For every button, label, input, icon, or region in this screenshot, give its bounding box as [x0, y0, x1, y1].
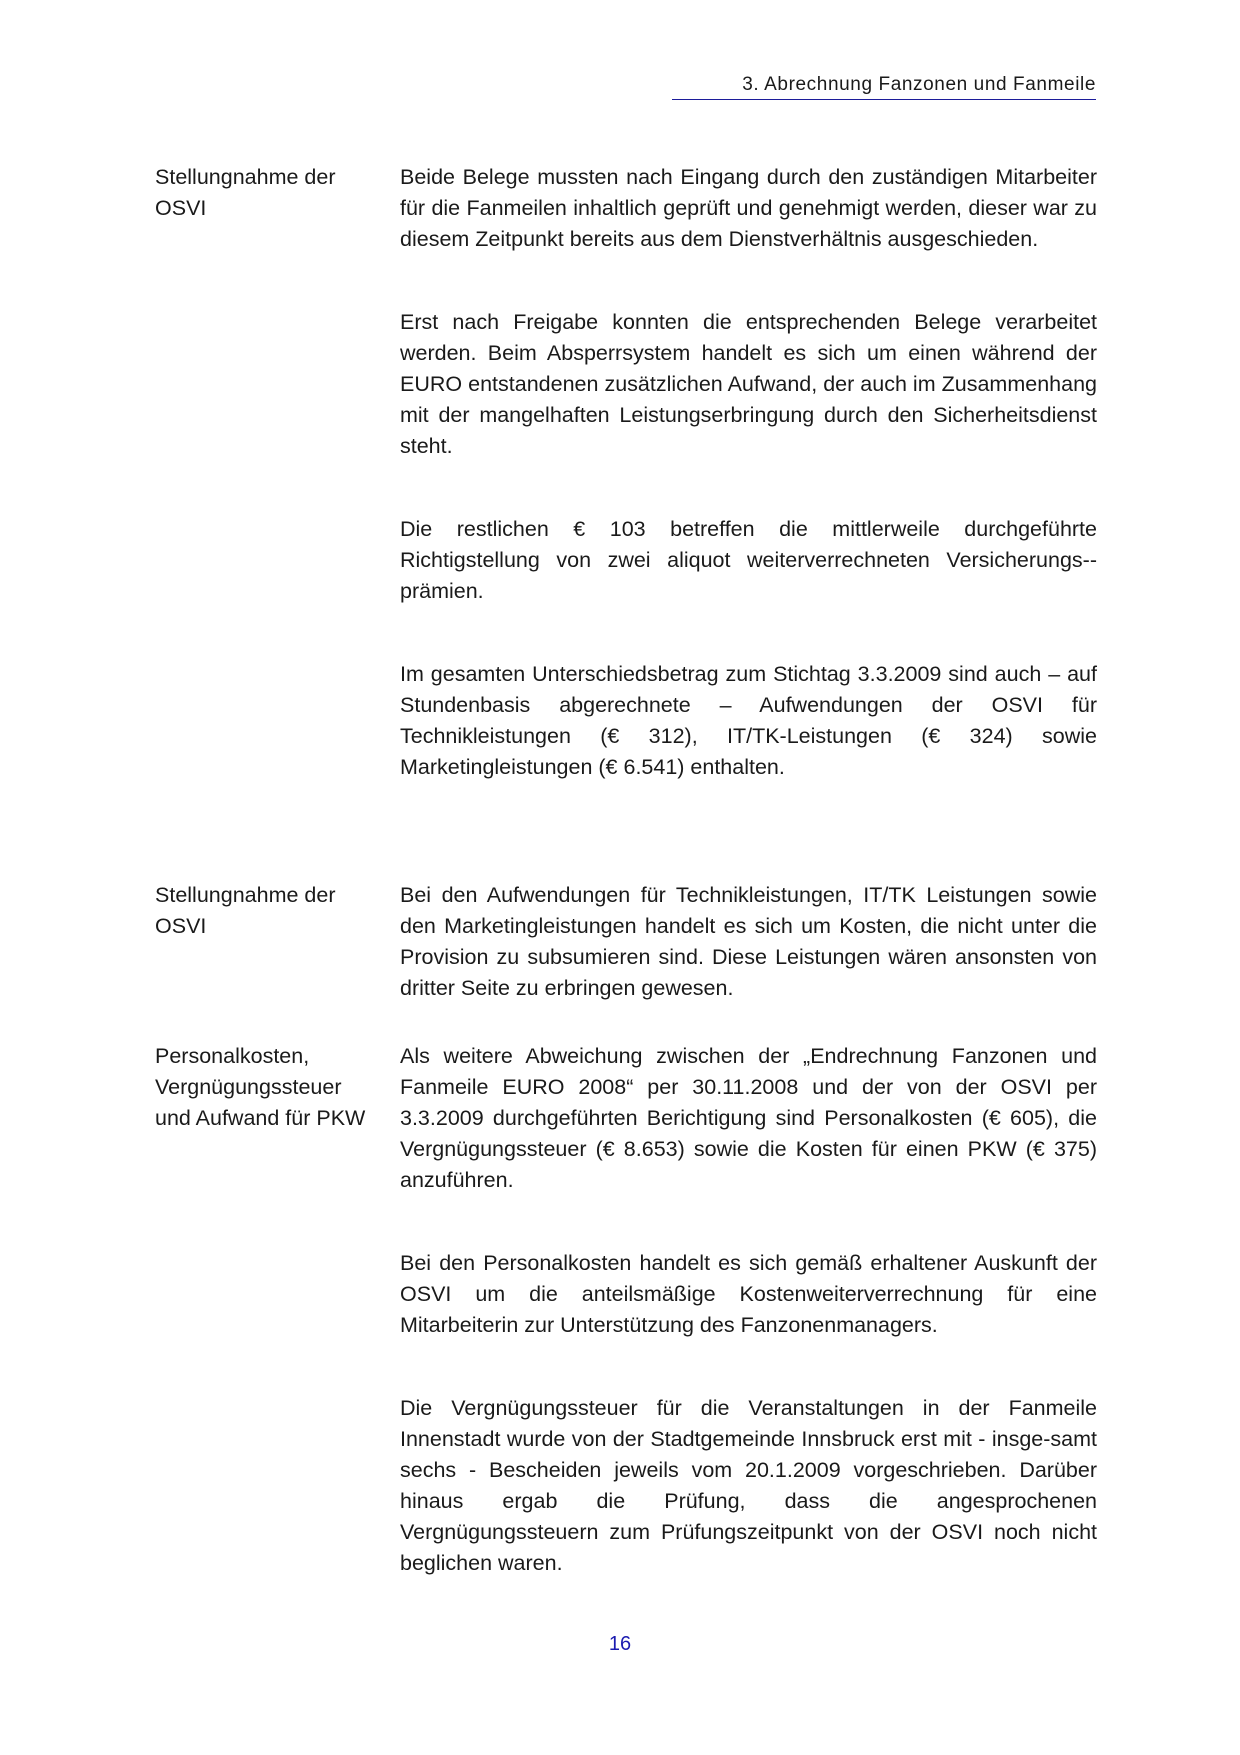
paragraph: Erst nach Freigabe konnten die entsprechenden Belege verarbeitet werden. Beim Absperrsystem handelt es sich um einen während der EURO entstandenen zusätzlichen Aufwand, der auch im Zusammenhang mit der mangelhaften Leistungserbringung durch den Sicherheitsdienst steht.	[400, 310, 1097, 458]
paragraph: Bei den Aufwendungen für Technikleistungen, IT/TK Leistungen sowie den Marketingleistungen handelt es sich um Kosten, die nicht unter die Provision zu subsumieren sind. Diese Leistungen wären ansonsten von dritter Seite zu erbringen gewesen.	[400, 883, 1097, 1000]
paragraph: Die Vergnügungssteuer für die Veranstaltungen in der Fanmeile Innenstadt wurde von der Stadtgemeinde Innsbruck erst mit - insge-samt sechs - Bescheiden jeweils vom 20.1.2009 vorgeschrieben. Darüber hinaus ergab die Prüfung, dass die angesprochenen Vergnügungssteuern zum Prüfungszeitpunkt von der OSVI noch nicht beglichen waren.	[400, 1396, 1097, 1575]
page-number: 16	[608, 1633, 632, 1655]
margin-label: Stellungnahme der OSVI	[155, 165, 336, 220]
margin-label: Stellungnahme der OSVI	[155, 883, 336, 938]
paragraph: Beide Belege mussten nach Eingang durch den zuständigen Mitarbeiter für die Fanmeilen inhaltlich geprüft und genehmigt werden, dieser war zu diesem Zeitpunkt bereits aus dem Dienstverhältnis ausgeschieden.	[400, 165, 1097, 251]
section-body	[400, 162, 1097, 783]
paragraph: Bei den Personalkosten handelt es sich gemäß erhaltener Auskunft der OSVI um die anteilsmäßige Kostenweiterverrechnung für eine Mitarbeiterin zur Unterstützung des Fanzonenmanagers.	[400, 1251, 1097, 1337]
section-stellungnahme-2	[155, 880, 1097, 1004]
running-header: 3. Abrechnung Fanzonen und Fanmeile	[672, 74, 1096, 100]
paragraph: Als weitere Abweichung zwischen der „Endrechnung Fanzonen und Fanmeile EURO 2008“ per 30.11.2008 und der von der OSVI per 3.3.2009 durchgeführten Berichtigung sind Personalkosten (€ 605), die Vergnügungssteuer (€ 8.653) sowie die Kosten für einen PKW (€ 375) anzuführen.	[400, 1044, 1097, 1192]
margin-label: Personalkosten, Vergnügungssteuer und Aufwand für PKW	[155, 1044, 366, 1130]
section-stellungnahme-1	[155, 162, 1097, 783]
section-body	[400, 880, 1097, 1004]
paragraph: Die restlichen € 103 betreffen die mittlerweile durchgeführte Richtigstellung von zwei aliquot weiterverrechneten Versicherungs-prämien.	[400, 517, 1097, 603]
paragraph: Im gesamten Unterschiedsbetrag zum Stichtag 3.3.2009 sind auch – auf Stundenbasis abgerechnete – Aufwendungen der OSVI für Technikleistungen (€ 312), IT/TK-Leistungen (€ 324) sowie Marketingleistungen (€ 6.541) enthalten.	[400, 662, 1097, 779]
section-personalkosten	[155, 1041, 1097, 1579]
section-body	[400, 1041, 1097, 1579]
